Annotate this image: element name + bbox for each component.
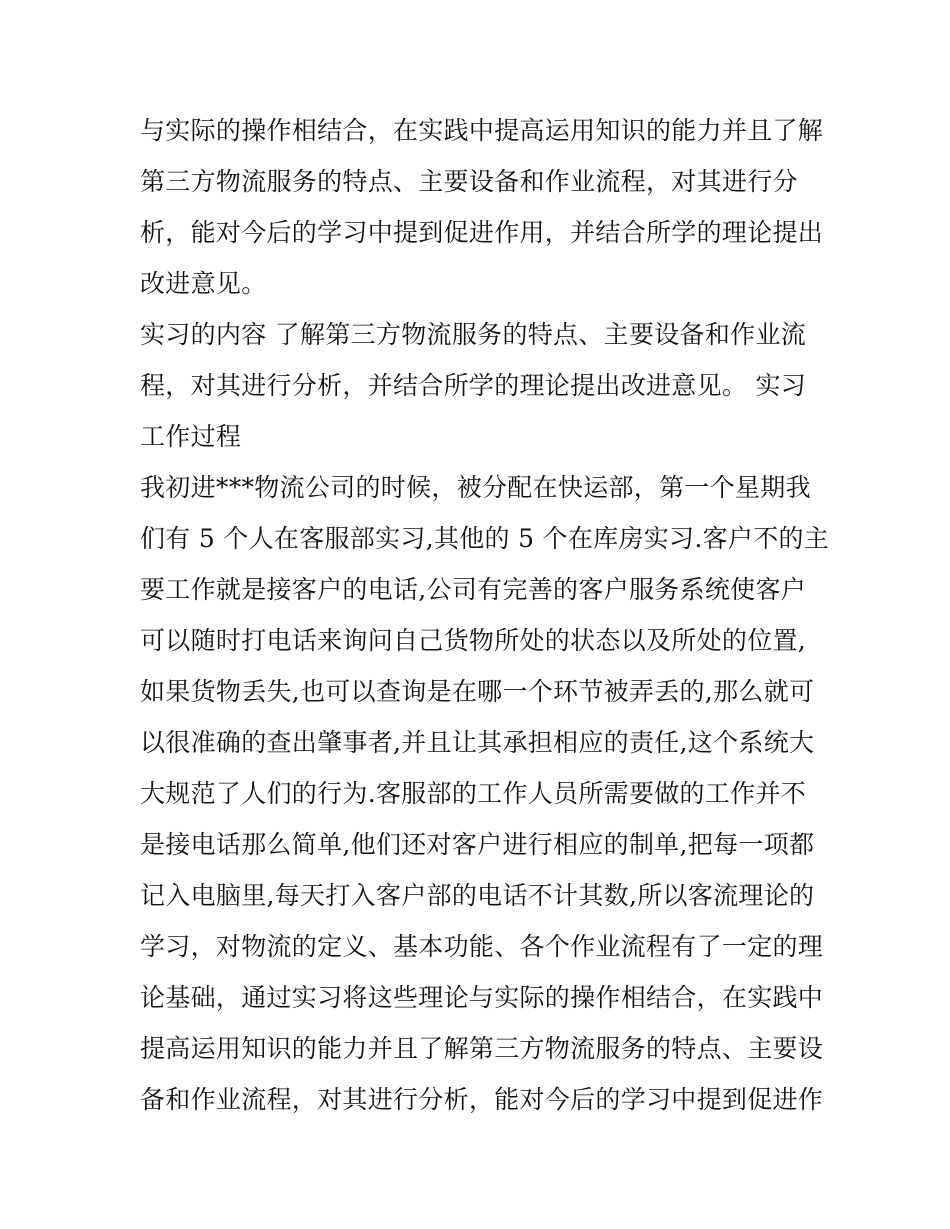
text-line: 大规范了人们的行为.客服部的工作人员所需要做的工作并不 — [140, 779, 807, 808]
text-line: 析，能对今后的学习中提到促进作用，并结合所学的理论提出 — [140, 218, 824, 247]
text-line: 备和作业流程，对其进行分析，能对今后的学习中提到促进作 — [140, 1085, 824, 1114]
text-line: 是接电话那么简单,他们还对客户进行相应的制单,把每一项都 — [140, 830, 815, 859]
text-line: 第三方物流服务的特点、主要设备和作业流程，对其进行分 — [140, 167, 798, 196]
text-line: 改进意见。 — [140, 269, 267, 298]
text-line: 学习，对物流的定义、基本功能、各个作业流程有了一定的理 — [140, 932, 824, 961]
text-line: 如果货物丢失,也可以查询是在哪一个环节被弄丢的,那么就可 — [140, 677, 815, 706]
text-line: 论基础，通过实习将这些理论与实际的操作相结合，在实践中 — [140, 983, 824, 1012]
text-line: 们有 5 个人在客服部实习,其他的 5 个在库房实习.客户不的主 — [140, 524, 830, 553]
text-line: 以很准确的查出肇事者,并且让其承担相应的责任,这个系统大 — [140, 728, 815, 757]
text-line: 记入电脑里,每天打入客户部的电话不计其数,所以客流理论的 — [140, 881, 815, 910]
text-line: 我初进***物流公司的时候，被分配在快运部，第一个星期我 — [140, 473, 811, 502]
text-line: 与实际的操作相结合，在实践中提高运用知识的能力并且了解 — [140, 116, 824, 145]
text-line: 要工作就是接客户的电话,公司有完善的客户服务系统使客户 — [140, 575, 807, 604]
body-text — [140, 105, 830, 1125]
section-heading: 工作过程 — [140, 422, 242, 451]
text-line: 实习的内容 了解第三方物流服务的特点、主要设备和作业流 — [140, 320, 807, 349]
text-line: 提高运用知识的能力并且了解第三方物流服务的特点、主要设 — [140, 1034, 824, 1063]
text-line: 可以随时打电话来询问自己货物所处的状态以及所处的位置, — [140, 626, 807, 655]
text-line: 程，对其进行分析，并结合所学的理论提出改进意见。 实习 — [140, 371, 807, 400]
